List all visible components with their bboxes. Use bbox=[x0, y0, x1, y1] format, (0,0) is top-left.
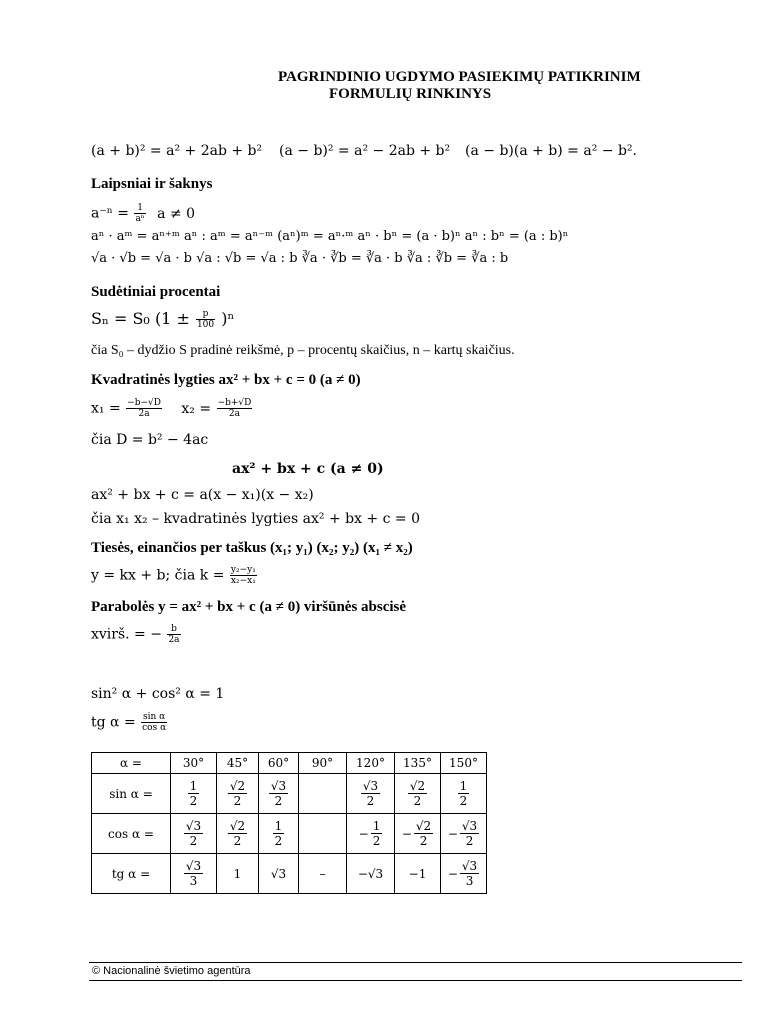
table-cell: $\frac{√3}{2}$ bbox=[259, 774, 299, 814]
quadratic-factor: ax² + bx + c = a(x − x₁)(x − x₂) bbox=[91, 487, 314, 503]
section-heading-parabola: Parabolės y = ax² + bx + c (a ≠ 0) viršūnės abscisė bbox=[91, 599, 407, 615]
negative-exponent-formula: a⁻ⁿ = $\frac{1}{\text{aⁿ}}$ a ≠ 0 bbox=[91, 203, 196, 224]
section-heading-quadratic: Kvadratinės lygties ax² + bx + c = 0 (a ≠ 0) bbox=[91, 372, 361, 388]
table-cell: $\frac{√3}{2}$ bbox=[347, 774, 395, 814]
trig-values-table bbox=[91, 752, 487, 894]
table-header-cell: 135° bbox=[395, 753, 441, 774]
table-header-cell: α = bbox=[92, 753, 171, 774]
table-header-row bbox=[92, 753, 487, 774]
identity-1: (a + b)² = a² + 2ab + b² bbox=[91, 143, 263, 159]
compound-explanation: čia S₀ – dydžio S pradinė reikšmė, p – procentų skaičius, n – kartų skaičius. bbox=[91, 343, 515, 358]
parabola-vertex: xvirš. = − $\frac{b}{2a}$ bbox=[91, 624, 180, 645]
table-row bbox=[92, 774, 487, 814]
table-cell: $\frac{1}{2}$ bbox=[441, 774, 487, 814]
table-row-label: sin α = bbox=[92, 774, 171, 814]
table-row bbox=[92, 814, 487, 854]
page-title-line2: FORMULIŲ RINKINYS bbox=[329, 86, 492, 102]
table-cell: −√3 bbox=[347, 854, 395, 894]
quadratic-roots: x₁ = $\frac{-b-√D}{2a}$ x₂ = $\frac{-b+√D}{2a}$ bbox=[91, 398, 252, 419]
table-cell: − $\frac{√3}{2}$ bbox=[441, 814, 487, 854]
table-cell: − $\frac{1}{2}$ bbox=[347, 814, 395, 854]
table-header-cell: 120° bbox=[347, 753, 395, 774]
table-cell: $\frac{√3}{3}$ bbox=[171, 854, 217, 894]
table-cell: $\frac{√2}{2}$ bbox=[217, 814, 259, 854]
footer-text: © Nacionalinė švietimo agentūra bbox=[92, 965, 251, 977]
quadratic-center-heading: ax² + bx + c (a ≠ 0) bbox=[232, 461, 384, 477]
root-rules: √a · √b = √a · b √a : √b = √a : b ∛a · ∛b = ∛a · b ∛a : ∛b = ∛a : b bbox=[91, 251, 509, 266]
compound-formula: Sₙ = S₀ (1 ± $\frac{p}{100}$ )ⁿ bbox=[91, 309, 235, 330]
table-header-cell: 45° bbox=[217, 753, 259, 774]
table-cell: $\frac{1}{2}$ bbox=[259, 814, 299, 854]
table-row-label: cos α = bbox=[92, 814, 171, 854]
tangent-definition: tg α = $\frac{\text{sin α}}{\text{cos α}}$ bbox=[91, 712, 167, 733]
table-cell: – bbox=[299, 854, 347, 894]
trig-identity: sin² α + cos² α = 1 bbox=[91, 686, 225, 702]
table-cell: − $\frac{√3}{3}$ bbox=[441, 854, 487, 894]
table-cell: $\frac{√3}{2}$ bbox=[171, 814, 217, 854]
footer-divider-bottom bbox=[89, 980, 742, 981]
section-heading-powers: Laipsniai ir šaknys bbox=[91, 176, 213, 192]
table-cell bbox=[299, 814, 347, 854]
table-header-cell: 60° bbox=[259, 753, 299, 774]
table-header-cell: 150° bbox=[441, 753, 487, 774]
quadratic-factor-note: čia x₁ x₂ – kvadratinės lygties ax² + bx + c = 0 bbox=[91, 511, 420, 527]
identity-2: (a − b)² = a² − 2ab + b² bbox=[279, 143, 451, 159]
table-cell bbox=[299, 774, 347, 814]
table-cell: $\frac{√2}{2}$ bbox=[217, 774, 259, 814]
line-equation: y = kx + b; čia k = $\frac{\text{y₂−y₁}}{\text{x₂−x₁}}$ bbox=[91, 565, 256, 586]
table-cell: √3 bbox=[259, 854, 299, 894]
table-row-label: tg α = bbox=[92, 854, 171, 894]
section-heading-compound: Sudėtiniai procentai bbox=[91, 284, 221, 300]
discriminant: čia D = b² − 4ac bbox=[91, 432, 209, 448]
table-cell: $\frac{√2}{2}$ bbox=[395, 774, 441, 814]
table-cell: −1 bbox=[395, 854, 441, 894]
page-title-line1: PAGRINDINIO UGDYMO PASIEKIMŲ PATIKRINIM bbox=[278, 69, 641, 85]
footer-divider-top bbox=[89, 962, 742, 963]
table-cell: 1 bbox=[217, 854, 259, 894]
table-cell: − $\frac{√2}{2}$ bbox=[395, 814, 441, 854]
identity-3: (a − b)(a + b) = a² − b². bbox=[465, 143, 637, 159]
section-heading-line: Tiesės, einančios per taškus (x₁; y₁) (x₂; y₂) (x₁ ≠ x₂) bbox=[91, 540, 413, 556]
table-header-cell: 90° bbox=[299, 753, 347, 774]
table-row bbox=[92, 854, 487, 894]
table-header-cell: 30° bbox=[171, 753, 217, 774]
power-rules: aⁿ · aᵐ = aⁿ⁺ᵐ aⁿ : aᵐ = aⁿ⁻ᵐ (aⁿ)ᵐ = aⁿ·ᵐ aⁿ · bⁿ = (a · b)ⁿ aⁿ : bⁿ = (a : b)ⁿ bbox=[91, 229, 569, 244]
table-cell: $\frac{1}{2}$ bbox=[171, 774, 217, 814]
